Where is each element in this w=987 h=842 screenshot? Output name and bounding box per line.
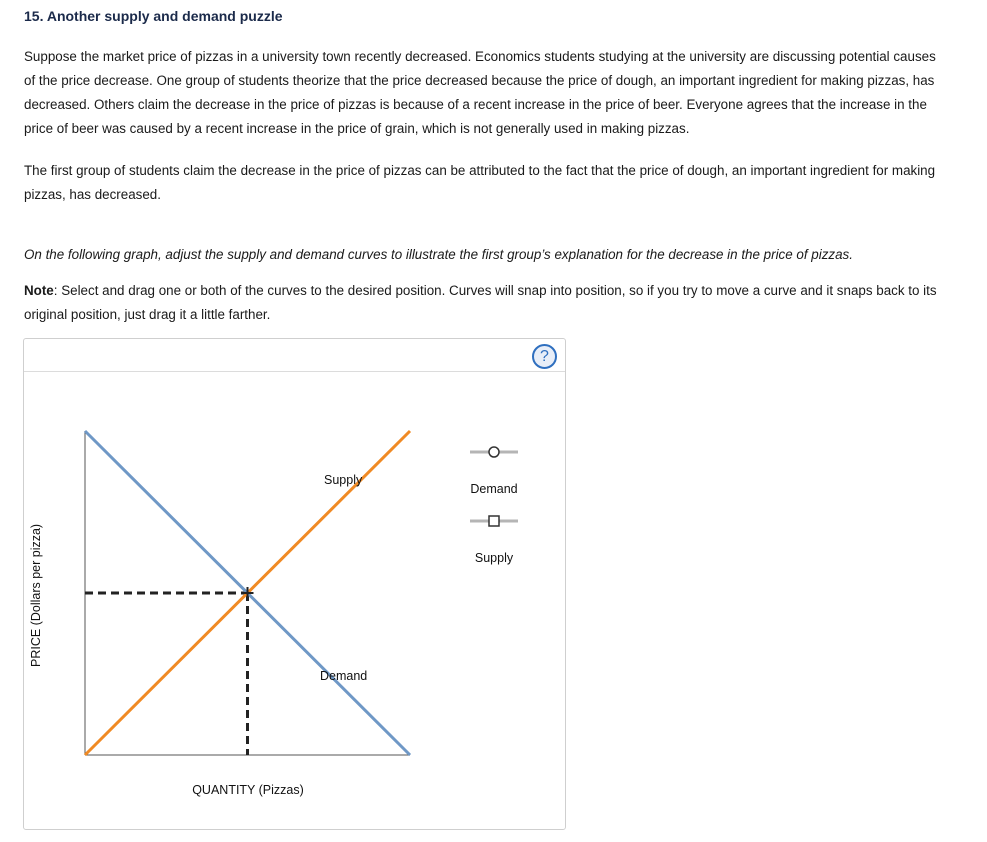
x-axis-label: QUANTITY (Pizzas) (192, 783, 304, 797)
demand-tool-circle-icon (489, 447, 499, 457)
legend-supply-label: Supply (474, 551, 514, 565)
legend-demand-label: Demand (470, 482, 518, 496)
note-body: : Select and drag one or both of the curves to the desired position. Curves will snap into position, so if you try to move a curve and it snaps back to its original position, just drag it a little farther. (24, 283, 937, 322)
help-icon[interactable]: ? (532, 344, 557, 369)
supply-demand-graph (24, 339, 565, 829)
question-title: 15. Another supply and demand puzzle (24, 8, 283, 24)
supply-tool-square-icon (489, 516, 499, 526)
y-axis-label: PRICE (Dollars per pizza) (29, 523, 43, 667)
claim-paragraph: The first group of students claim the decrease in the price of pizzas can be attributed to the fact that the price of dough, an important ingredient for making pizzas, has decreased. (24, 163, 936, 202)
demand-curve-label: Demand (320, 669, 368, 683)
legend-demand-tool[interactable] (470, 447, 518, 457)
legend-supply-tool[interactable] (470, 516, 518, 526)
note-label: Note (24, 283, 54, 298)
scenario-paragraph: Suppose the market price of pizzas in a university town recently decreased. Economics students studying at the university are discussing potential causes of the price decrease. One group of students theorize that the price decreased because the price of dough, an important ingredient for making pizzas, has decreased. Others claim the decrease in the price of pizzas is because of a recent increase in the price of beer. Everyone agrees that the increase in the price of beer was caused by a recent increase in the price of grain, which is not generally used in making pizzas. (24, 49, 936, 136)
instruction-text: On the following graph, adjust the supply and demand curves to illustrate the first group’s explanation for the decrease in the price of pizzas. (24, 247, 853, 262)
graph-panel (23, 338, 566, 830)
supply-curve-label: Supply (324, 473, 363, 487)
note-text (24, 279, 944, 327)
